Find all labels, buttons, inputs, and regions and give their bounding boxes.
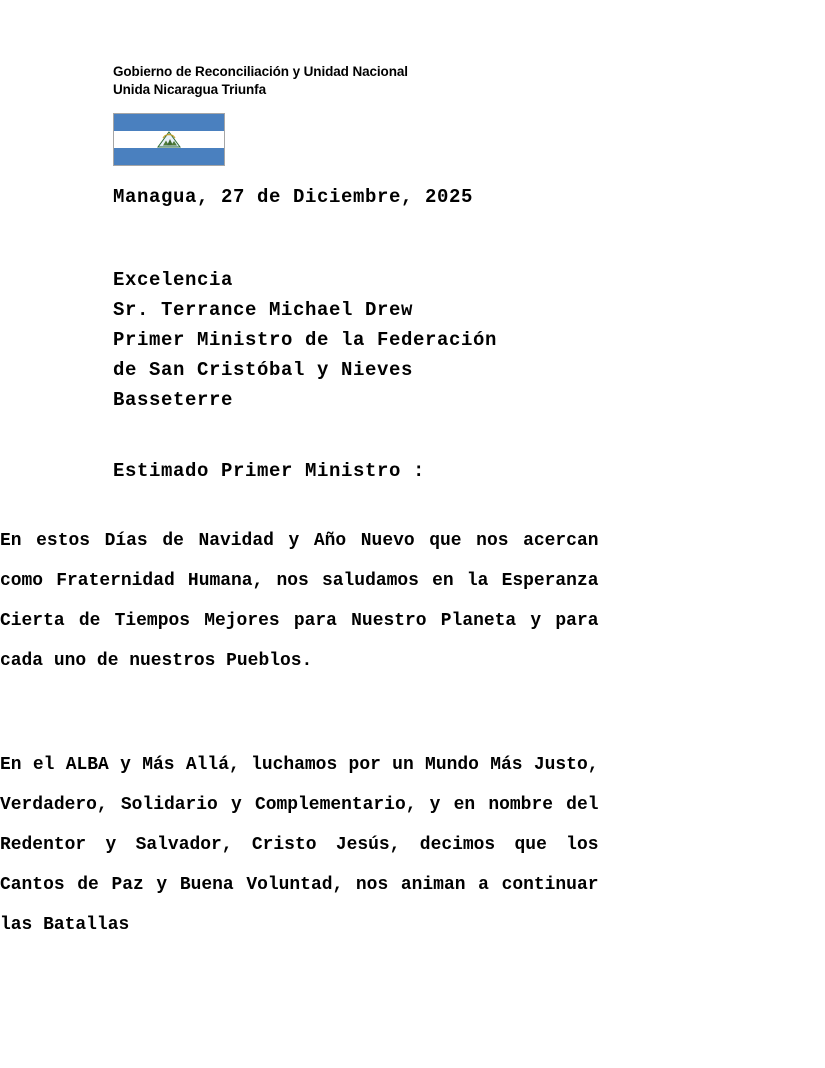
addressee-block	[113, 265, 713, 415]
date-block	[113, 182, 713, 212]
addressee-line-name: Sr. Terrance Michael Drew	[113, 299, 414, 321]
body-paragraph-2: En el ALBA y Más Allá, luchamos por un Mundo Más Justo, Verdadero, Solidario y Complementario, y en nombre del Redentor y Salvador, Cristo Jesús, decimos que los Cantos de Paz y Buena Voluntad, nos animan a continuar las Batallas	[0, 754, 599, 935]
greeting-block	[113, 456, 713, 486]
letterhead-line-2: Unida Nicaragua Triunfa	[113, 82, 266, 97]
addressee-line-honorific: Excelencia	[113, 269, 234, 291]
addressee-line-title: Primer Ministro de la Federación	[113, 329, 498, 351]
flag-band-bottom	[114, 148, 224, 165]
coat-of-arms-icon	[156, 130, 182, 150]
greeting-line: Estimado Primer Ministro :	[113, 460, 426, 482]
date-line: Managua, 27 de Diciembre, 2025	[113, 186, 474, 208]
addressee-line-country: de San Cristóbal y Nieves	[113, 359, 414, 381]
addressee-line-city: Basseterre	[113, 389, 234, 411]
body-paragraph-1: En estos Días de Navidad y Año Nuevo que nos acercan como Fraternidad Humana, nos saludamos en la Esperanza Cierta de Tiempos Mejores para Nuestro Planeta y para cada uno de nuestros Pueblos.	[0, 530, 599, 671]
flag-image	[113, 113, 225, 166]
letterhead	[113, 63, 713, 99]
flag-band-top	[114, 114, 224, 131]
nicaragua-flag	[113, 113, 225, 166]
letterhead-line-1: Gobierno de Reconciliación y Unidad Nacional	[113, 64, 408, 79]
